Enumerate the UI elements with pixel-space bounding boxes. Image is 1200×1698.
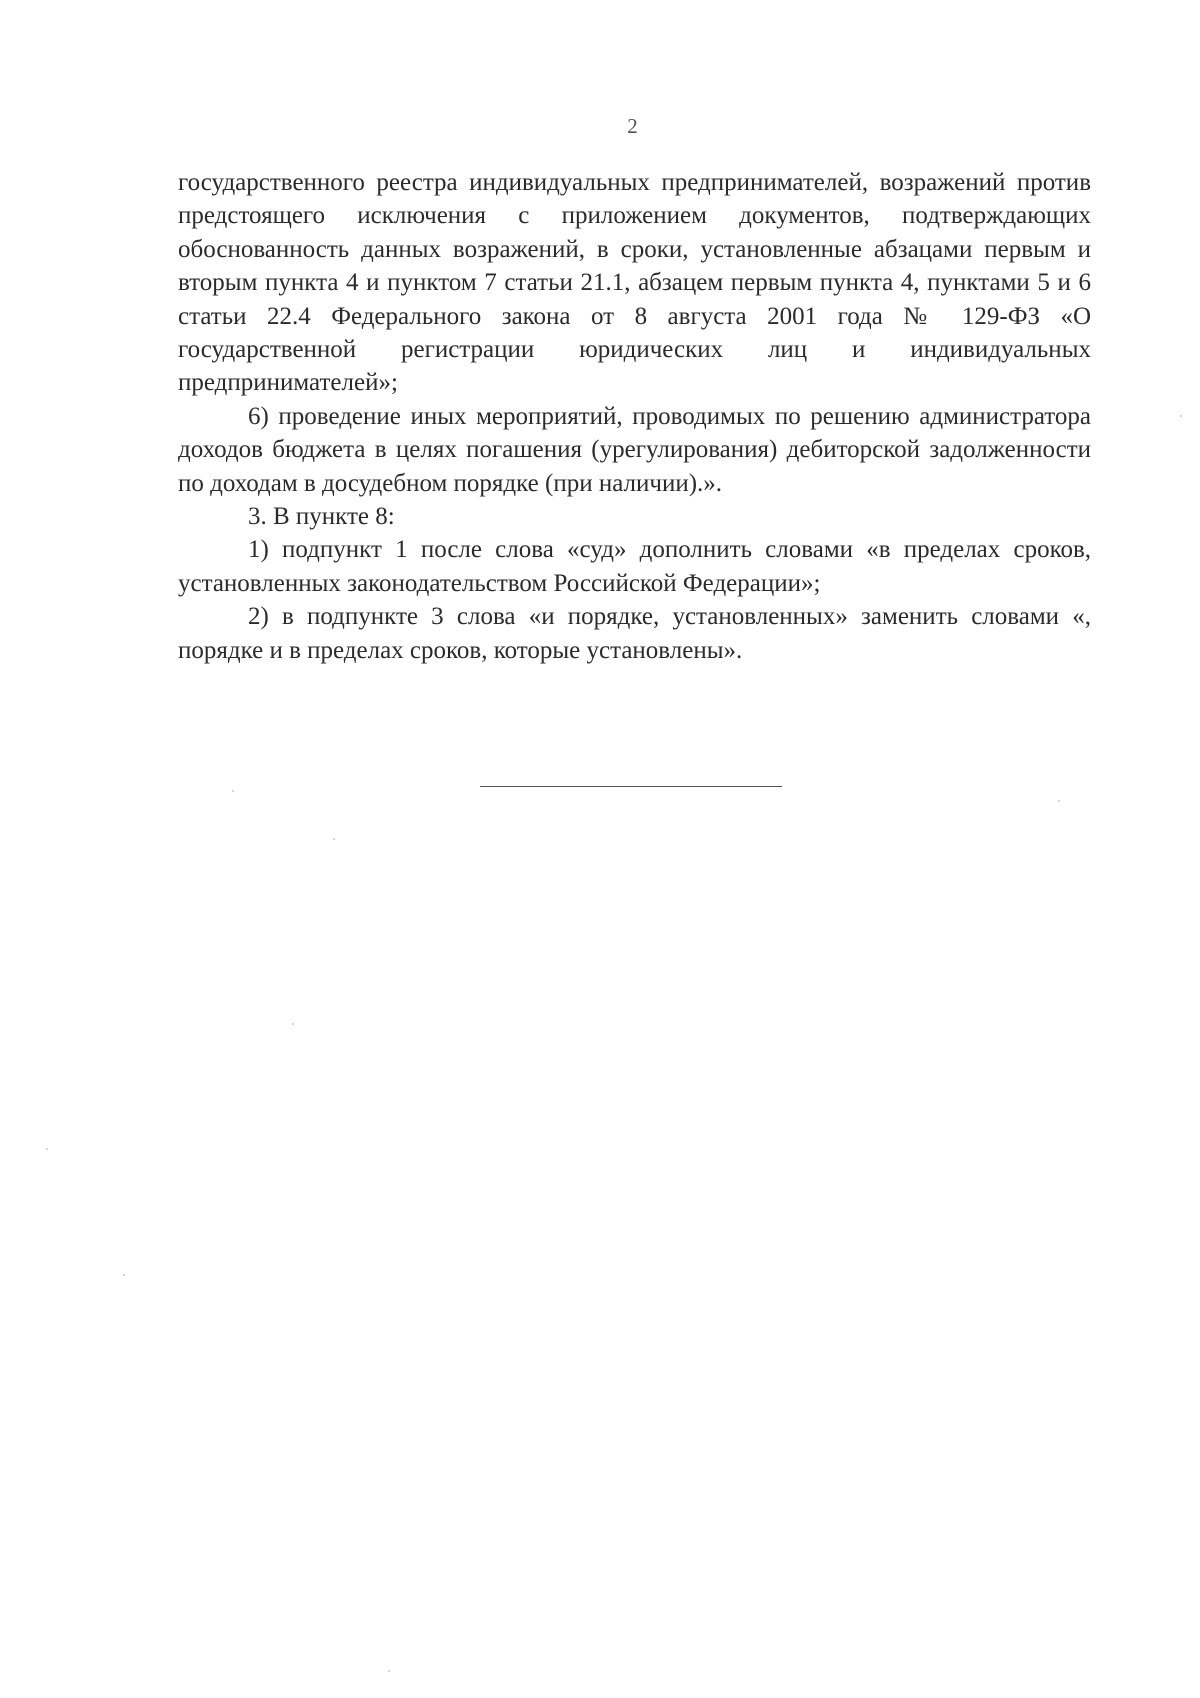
scan-speck <box>46 1148 48 1150</box>
scan-speck <box>333 838 335 840</box>
scan-speck <box>1058 800 1060 802</box>
scan-speck <box>1180 415 1182 417</box>
paragraph-section-3: 3. В пункте 8: <box>248 503 395 531</box>
end-separator-line <box>480 786 782 787</box>
paragraph-item-6: 6) проведение иных мероприятий, проводимых по решению администратора доходов бюджета в целях погашения (урегулирования) дебиторской задолженности по доходам в досудебном порядке (при наличии).». <box>178 402 1091 497</box>
scan-speck <box>292 1023 294 1025</box>
scan-speck <box>388 1670 390 1672</box>
document-body <box>178 166 1091 667</box>
paragraph-subitem-2: 2) в подпункте 3 слова «и порядке, установленных» заменить словами «, порядке и в пределах сроков, которые установлены». <box>178 603 1091 664</box>
scan-speck <box>123 1274 125 1276</box>
page-number: 2 <box>627 114 638 138</box>
paragraph-continuation: государственного реестра индивидуальных предпринимателей, возражений против предстоящего исключения с приложением документов, подтверждающих обоснованность данных возражений, в сроки, установленные абзацами первым и вторым пункта 4 и пунктом 7 статьи 21.1, абзацем первым пункта 4, пунктами 5 и 6 статьи 22.4 Федерального закона от 8 августа 2001 года № 129-ФЗ «О государственной регистрации юридических лиц и индивидуальных предпринимателей»; <box>178 169 1091 397</box>
paragraph-subitem-1: 1) подпункт 1 после слова «суд» дополнить словами «в пределах сроков, установленных законодательством Российской Федерации»; <box>178 536 1091 597</box>
scan-speck <box>232 790 234 792</box>
